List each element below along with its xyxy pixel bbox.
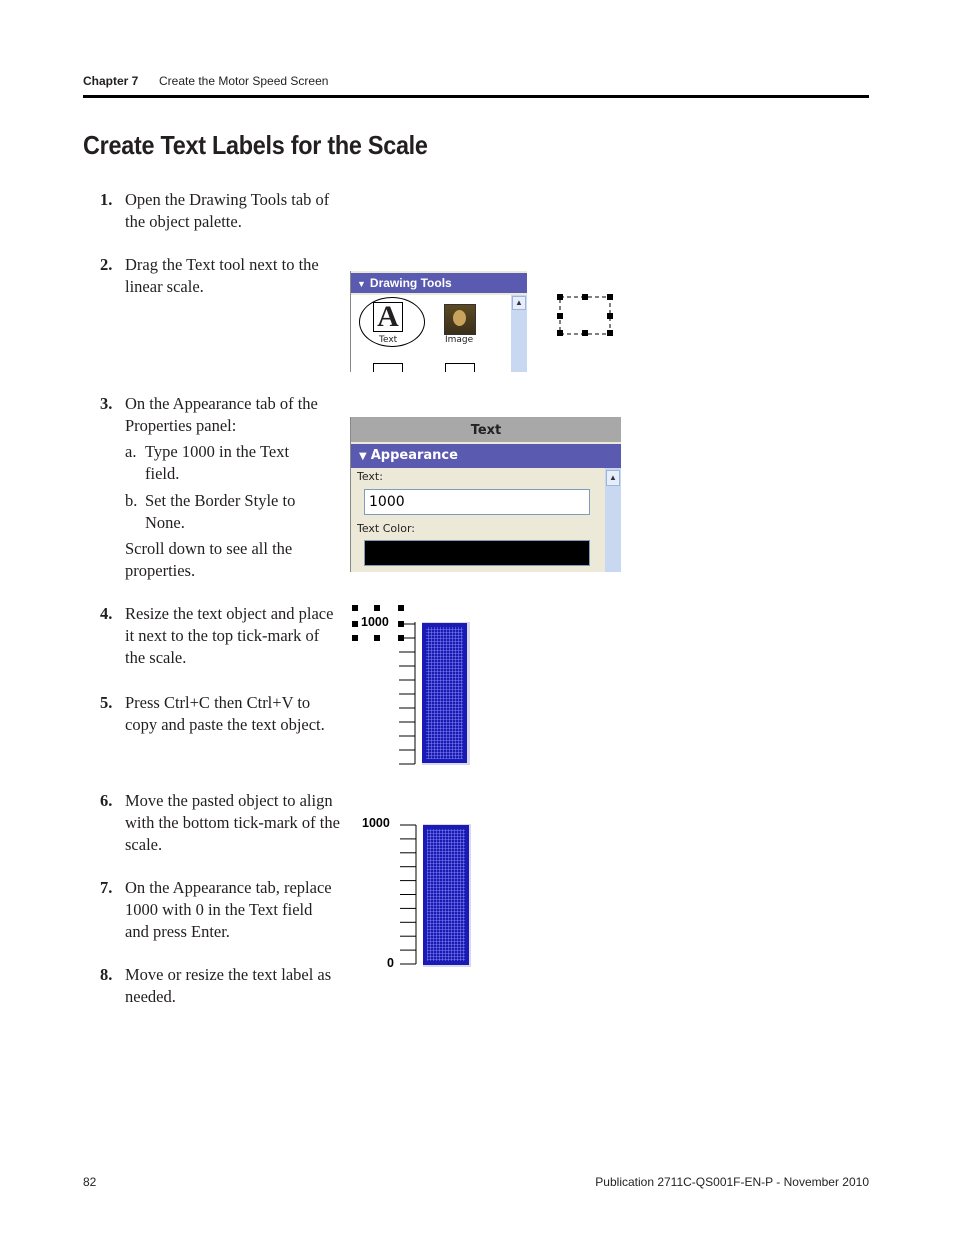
image-tool-label: Image [445,335,474,345]
step-text: Drag the Text tool next to the linear scale. [125,255,319,296]
step-8 [100,964,340,1008]
step-number: 5. [100,693,113,712]
step-number: 7. [100,878,113,897]
selection-handle [398,635,404,641]
text-tool-icon[interactable]: A [373,302,403,332]
properties-panel [350,417,621,572]
selection-handle [607,294,613,300]
text-object-placeholder [555,292,615,338]
step-text: Move the pasted object to align with the bottom tick-mark of the scale. [125,791,340,854]
text-color-field[interactable] [364,540,590,566]
step-number: 8. [100,965,113,984]
selection-handle [374,635,380,641]
selection-handle [607,313,613,319]
text-field-label: Text: [357,470,383,483]
scale-figure-selected [350,602,495,767]
step-3 [100,393,340,437]
step-text: Resize the text object and place it next to the top tick-mark of the scale. [125,604,334,667]
scroll-up-icon[interactable]: ▲ [606,470,620,486]
selection-handle [352,605,358,611]
drawing-tools-palette [350,271,527,372]
substep-letter: b. [125,491,138,510]
page-title: Create Text Labels for the Scale [83,130,428,160]
drawing-tools-header[interactable] [351,273,527,293]
page-number: 82 [83,1175,97,1189]
selection-handle [352,621,358,627]
step-3-note: Scroll down to see all the properties. [125,539,293,580]
chapter-title: Create the Motor Speed Screen [159,74,329,88]
substep-b [125,490,325,534]
text-tool-label: Text [379,335,398,345]
selection-handle [607,330,613,336]
step-text: On the Appearance tab, replace 1000 with 0 in the Text field and press Enter. [125,878,332,941]
appearance-tab[interactable] [351,444,621,468]
substep-text: Type 1000 in the Text field. [145,442,290,483]
scroll-up-icon[interactable]: ▲ [512,296,526,310]
step-number: 2. [100,255,113,274]
step-5 [100,692,340,736]
selection-handle [398,605,404,611]
image-tool-icon[interactable] [444,304,476,335]
step-number: 4. [100,604,113,623]
selection-handle [582,330,588,336]
substep-a [125,441,325,485]
step-1 [100,189,340,233]
step-4 [100,603,340,669]
selection-handle [398,621,404,627]
step-6 [100,790,340,856]
step-number: 3. [100,394,113,413]
step-text: On the Appearance tab of the Properties panel: [125,394,318,435]
publication-info: Publication 2711C-QS001F-EN-P - November 2010 [595,1175,869,1189]
scale-figure-labeled [355,815,480,975]
properties-title: Text [351,417,621,442]
rectangle-tool-icon[interactable] [445,363,475,372]
selection-handle [557,294,563,300]
step-text: Open the Drawing Tools tab of the object palette. [125,190,330,231]
step-text: Press Ctrl+C then Ctrl+V to copy and paste the text object. [125,693,325,734]
scale-drawing [355,815,480,975]
collapse-triangle-icon: ▼ [359,451,367,462]
chapter-label: Chapter 7 [83,74,139,88]
header-rule [83,95,869,98]
text-color-label: Text Color: [357,522,415,535]
collapse-triangle-icon: ▼ [357,279,366,289]
selection-handle [374,605,380,611]
tick-marks [400,825,416,964]
portrait-face [453,310,466,326]
selection-handle [582,294,588,300]
step-number: 1. [100,190,113,209]
selection-handle [557,330,563,336]
selection-handle [557,313,563,319]
substep-text: Set the Border Style to None. [145,491,296,532]
scale-label-top: 1000 [362,816,390,830]
text-field[interactable]: 1000 [364,489,590,515]
step-text: Move or resize the text label as needed. [125,965,332,1006]
substep-letter: a. [125,442,137,461]
step-7 [100,877,340,943]
scale-label-bottom: 0 [387,956,394,970]
selection-handle [352,635,358,641]
tick-marks [399,624,415,764]
dashed-outline [560,297,610,334]
appearance-tab-label: Appearance [370,448,458,463]
scale-label-top: 1000 [361,615,389,629]
step-2 [100,254,340,298]
step-number: 6. [100,791,113,810]
scale-grid [427,829,465,961]
scale-grid [426,627,463,759]
drawing-tools-header-label: Drawing Tools [369,276,452,290]
line-tool-icon[interactable] [373,363,403,372]
